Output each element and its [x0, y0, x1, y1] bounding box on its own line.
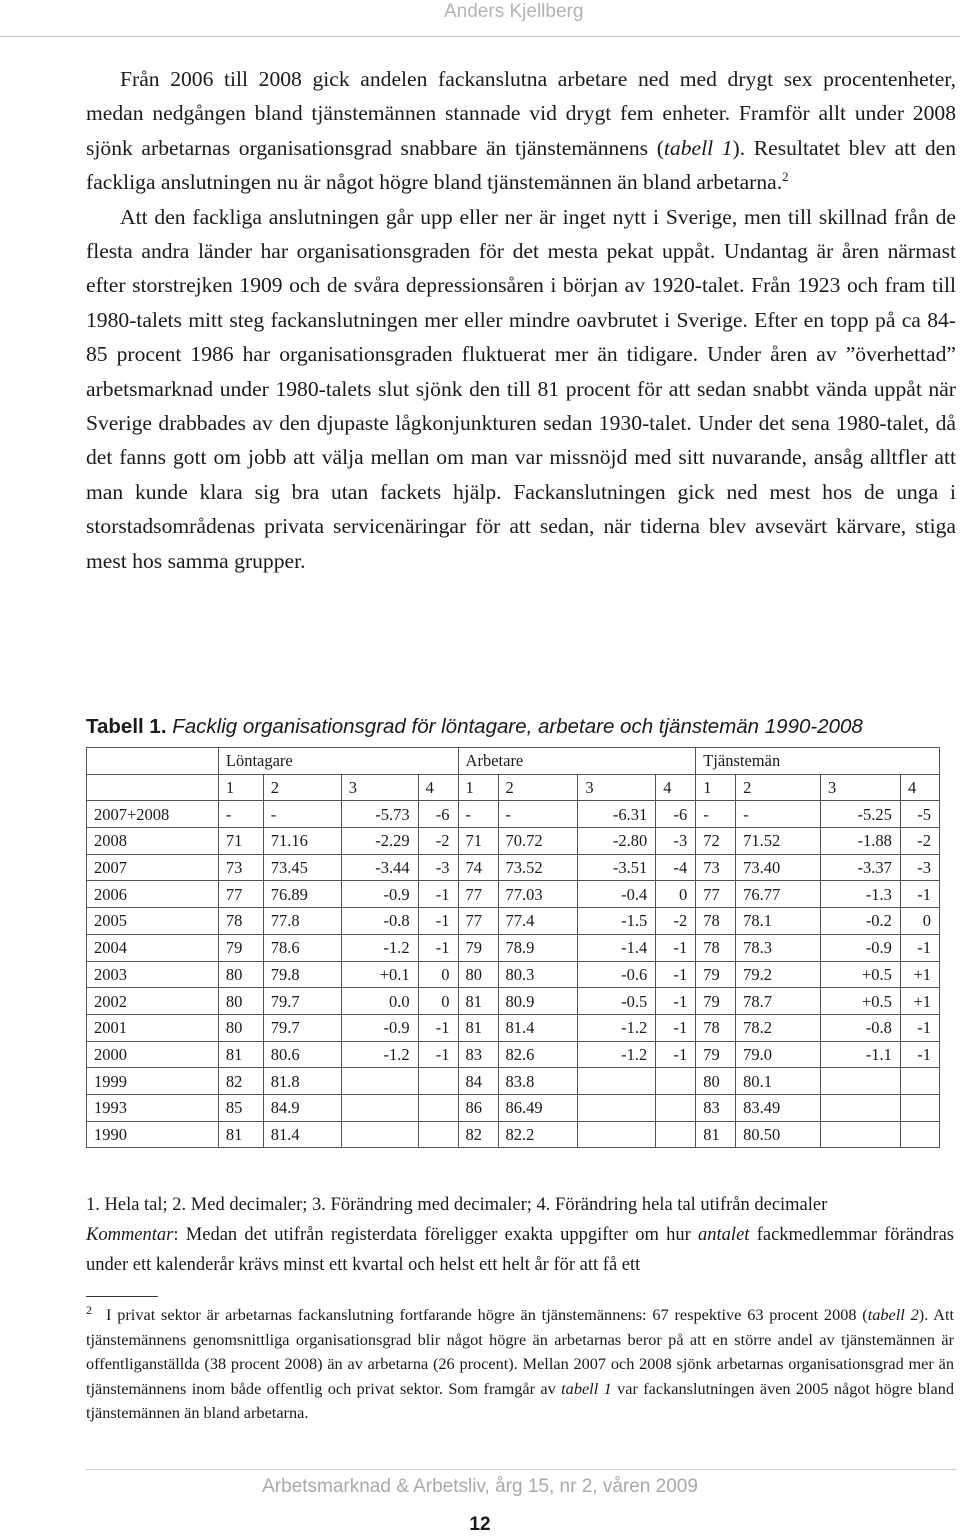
- table-cell: 80.3: [498, 961, 578, 988]
- journal-citation: Arbetsmarknad & Arbetsliv, årg 15, nr 2, våren 2009: [262, 1476, 698, 1497]
- table-cell: 73: [696, 854, 736, 881]
- table-legend: 1. Hela tal; 2. Med decimaler; 3. Förändring med decimaler; 4. Förändring hela tal utifrån decimaler: [86, 1195, 828, 1215]
- table-cell: -3.44: [341, 854, 418, 881]
- table-cell: -1: [900, 1041, 939, 1068]
- table-cell: -1.5: [578, 908, 656, 935]
- table-cell: 73.40: [736, 854, 821, 881]
- table-cell: 79: [218, 934, 263, 961]
- table-cell: +0.5: [821, 961, 901, 988]
- subheader-cell: 4: [900, 774, 939, 801]
- subheader-cell: 2: [498, 774, 578, 801]
- table-cell: 0: [418, 988, 458, 1015]
- table-row: [87, 988, 940, 1015]
- table-cell: -0.5: [578, 988, 656, 1015]
- table-cell: -6: [656, 801, 696, 828]
- table-cell: -1: [656, 961, 696, 988]
- table-cell: 80.9: [498, 988, 578, 1015]
- row-year-cell: 2003: [87, 961, 219, 988]
- table-cell: 80: [218, 1014, 263, 1041]
- table-cell: -0.6: [578, 961, 656, 988]
- table-cell: 0.0: [341, 988, 418, 1015]
- table-cell: -0.9: [341, 881, 418, 908]
- page-number: 12: [469, 1514, 491, 1535]
- table-cell: -3: [900, 854, 939, 881]
- table-cell: 80: [218, 988, 263, 1015]
- table-cell: 78.3: [736, 934, 821, 961]
- table-row: [87, 801, 940, 828]
- table-cell: -: [458, 801, 498, 828]
- table-cell: 71: [218, 828, 263, 855]
- table-cell: -6: [418, 801, 458, 828]
- table-cell: 73.52: [498, 854, 578, 881]
- row-year-cell: 2000: [87, 1041, 219, 1068]
- table-cell: -3.37: [821, 854, 901, 881]
- table-row: [87, 1041, 940, 1068]
- table-cell: -2.80: [578, 828, 656, 855]
- table-cell: 78: [696, 1014, 736, 1041]
- subheader-cell: 2: [736, 774, 821, 801]
- table-cell: -6.31: [578, 801, 656, 828]
- table-cell: 81: [218, 1041, 263, 1068]
- table-cell: [341, 1094, 418, 1121]
- table-cell: 79.0: [736, 1041, 821, 1068]
- table-cell: 81.8: [263, 1068, 341, 1095]
- table-cell: -0.9: [341, 1014, 418, 1041]
- table-cell: -1.3: [821, 881, 901, 908]
- table-cell: 80: [218, 961, 263, 988]
- table-cell: 79.8: [263, 961, 341, 988]
- table-cell: 81: [458, 988, 498, 1015]
- table-cell: [341, 1068, 418, 1095]
- table-cell: 82.6: [498, 1041, 578, 1068]
- body-text: [86, 62, 956, 578]
- table-cell: 79: [696, 988, 736, 1015]
- group-header-lontagare: Löntagare: [218, 748, 458, 775]
- table-cell: +0.5: [821, 988, 901, 1015]
- table-cell: -1: [656, 934, 696, 961]
- table-cell: 84.9: [263, 1094, 341, 1121]
- table-cell: 86.49: [498, 1094, 578, 1121]
- table-subheader-row: [87, 774, 940, 801]
- comment-label: Kommentar: [86, 1225, 174, 1245]
- table-cell: 76.77: [736, 881, 821, 908]
- table-cell: 82: [218, 1068, 263, 1095]
- table-cell: 81: [458, 1014, 498, 1041]
- table-cell: -0.8: [341, 908, 418, 935]
- table-cell: 71.52: [736, 828, 821, 855]
- row-year-cell: 2005: [87, 908, 219, 935]
- table-cell: 70.72: [498, 828, 578, 855]
- table-cell: -1: [418, 908, 458, 935]
- table-cell: 79: [696, 961, 736, 988]
- table-cell: 81: [696, 1121, 736, 1148]
- group-header-tjanstemän: Tjänstemän: [696, 748, 940, 775]
- table-cell: -1.2: [578, 1014, 656, 1041]
- table-cell: [418, 1094, 458, 1121]
- table-cell: -2: [418, 828, 458, 855]
- table-cell: 77: [458, 881, 498, 908]
- table-cell: -: [696, 801, 736, 828]
- table-cell: -1: [656, 988, 696, 1015]
- table-reference: tabell 1: [561, 1378, 612, 1398]
- table-cell: 78.9: [498, 934, 578, 961]
- table-cell: 76.89: [263, 881, 341, 908]
- table-caption-title: Facklig organisationsgrad för löntagare, arbetare och tjänstemän 1990-2008: [172, 715, 863, 738]
- table-cell: 0: [900, 908, 939, 935]
- table-cell: [418, 1121, 458, 1148]
- row-year-cell: 2002: [87, 988, 219, 1015]
- table-cell: 77: [696, 881, 736, 908]
- table-cell: -1.2: [341, 934, 418, 961]
- table-cell: -: [498, 801, 578, 828]
- table-cell: 83: [696, 1094, 736, 1121]
- table-cell: 77: [218, 881, 263, 908]
- table-cell: [341, 1121, 418, 1148]
- subheader-cell: 3: [341, 774, 418, 801]
- paragraph-1: Från 2006 till 2008 gick andelen fackanslutna arbetare ned med drygt sex procentenheter, medan nedgången bland tjänstemännen stannade vid drygt fem enheter. Framför allt under 2008 sjönk arbetarnas organisationsgrad snabbare än tjänstemännens (tabell 1). Resultatet blev att den fackliga anslutningen nu är något högre bland tjänstemännen än bland arbetarna.$^2$: [86, 67, 956, 195]
- table-cell: -: [218, 801, 263, 828]
- table-row: [87, 934, 940, 961]
- footnote-reference[interactable]: 2: [782, 169, 789, 185]
- table-cell: [656, 1094, 696, 1121]
- table-cell: [900, 1068, 939, 1095]
- table-cell: -4: [656, 854, 696, 881]
- table-cell: 83.8: [498, 1068, 578, 1095]
- table-cell: -5.73: [341, 801, 418, 828]
- table-cell: [578, 1068, 656, 1095]
- table-corner-cell: [87, 774, 219, 801]
- table-cell: -5.25: [821, 801, 901, 828]
- table-cell: -: [736, 801, 821, 828]
- row-year-cell: 1990: [87, 1121, 219, 1148]
- table-cell: -1.2: [341, 1041, 418, 1068]
- table-cell: 79.7: [263, 1014, 341, 1041]
- table-cell: 71: [458, 828, 498, 855]
- table-cell: 79: [458, 934, 498, 961]
- row-year-cell: 2006: [87, 881, 219, 908]
- table-cell: [821, 1068, 901, 1095]
- table-cell: 77.4: [498, 908, 578, 935]
- table-cell: 77: [458, 908, 498, 935]
- subheader-cell: 3: [821, 774, 901, 801]
- table-cell: -5: [900, 801, 939, 828]
- table-cell: -2.29: [341, 828, 418, 855]
- table-cell: -2: [656, 908, 696, 935]
- subheader-cell: 2: [263, 774, 341, 801]
- table-cell: 79.2: [736, 961, 821, 988]
- group-header-arbetare: Arbetare: [458, 748, 696, 775]
- table-cell: +1: [900, 988, 939, 1015]
- table-cell: 71.16: [263, 828, 341, 855]
- table-cell: 73: [218, 854, 263, 881]
- table-cell: +0.1: [341, 961, 418, 988]
- table-cell: 80: [458, 961, 498, 988]
- table-cell: 82: [458, 1121, 498, 1148]
- row-year-cell: 2008: [87, 828, 219, 855]
- running-header-author: Anders Kjellberg: [444, 1, 584, 22]
- table-cell: -1: [418, 881, 458, 908]
- table-cell: 78: [218, 908, 263, 935]
- table-cell: -3.51: [578, 854, 656, 881]
- table-row: [87, 1068, 940, 1095]
- table-corner-cell: [87, 748, 219, 775]
- table-row: [87, 908, 940, 935]
- table-cell: -2: [900, 828, 939, 855]
- table-cell: -1: [418, 1041, 458, 1068]
- table-cell: 77.8: [263, 908, 341, 935]
- table-cell: -3: [656, 828, 696, 855]
- table-cell: 84: [458, 1068, 498, 1095]
- row-year-cell: 2004: [87, 934, 219, 961]
- table-cell: 80.1: [736, 1068, 821, 1095]
- row-year-cell: 2007+2008: [87, 801, 219, 828]
- table-cell: 80.50: [736, 1121, 821, 1148]
- table-cell: -1.88: [821, 828, 901, 855]
- table-reference: tabell 1: [663, 135, 733, 160]
- table-cell: 73.45: [263, 854, 341, 881]
- table-cell: 78: [696, 934, 736, 961]
- row-year-cell: 1993: [87, 1094, 219, 1121]
- table-cell: 85: [218, 1094, 263, 1121]
- table-cell: 80: [696, 1068, 736, 1095]
- table-body: [87, 801, 940, 1148]
- table-comment: Kommentar: Medan det utifrån registerdata föreligger exakta uppgifter om hur antalet fackmedlemmar förändras under ett kalenderår krävs minst ett kvartal och helst ett helt år för att få ett: [86, 1225, 955, 1275]
- table-row: [87, 1121, 940, 1148]
- table-cell: [418, 1068, 458, 1095]
- table-row: [87, 1094, 940, 1121]
- table-cell: 80.6: [263, 1041, 341, 1068]
- table-notes: [86, 1190, 954, 1280]
- subheader-cell: 1: [218, 774, 263, 801]
- table-cell: 72: [696, 828, 736, 855]
- table-cell: 81.4: [263, 1121, 341, 1148]
- table-cell: [900, 1094, 939, 1121]
- table-cell: 0: [656, 881, 696, 908]
- subheader-cell: 4: [418, 774, 458, 801]
- table-cell: [821, 1121, 901, 1148]
- table-cell: +1: [900, 961, 939, 988]
- table-cell: [578, 1121, 656, 1148]
- table-cell: [656, 1121, 696, 1148]
- table-group-header-row: [87, 748, 940, 775]
- table-cell: -3: [418, 854, 458, 881]
- table-cell: 78.7: [736, 988, 821, 1015]
- footnote-2: $^2$ I privat sektor är arbetarnas fackanslutning fortfarande högre än tjänstemännens: 67 respektive 63 procent 2008 (tabell 2). Att tjänstemännens genomsnittliga organisationsgrad blir något högre än arbetarnas beror på att en större andel av tjänstemännen är offentliganställda (38 procent 2008) än av arbetarna (26 procent). Mellan 2007 och 2008 sjönk arbetarnas organisationsgrad mer än tjänstemännens inom både offentlig och privat sektor. Som framgår av tabell 1 var fackanslutningen även 2005 något högre bland tjänstemännen än bland arbetarna.: [86, 1302, 954, 1423]
- table-row: [87, 828, 940, 855]
- table-cell: 81.4: [498, 1014, 578, 1041]
- table-cell: 82.2: [498, 1121, 578, 1148]
- table-caption-label: Tabell 1.: [86, 715, 167, 738]
- table-row: [87, 961, 940, 988]
- table-cell: -0.9: [821, 934, 901, 961]
- table-reference: tabell 2: [867, 1305, 919, 1324]
- table-cell: -1: [900, 881, 939, 908]
- running-header: [0, 0, 960, 37]
- table-cell: 78.6: [263, 934, 341, 961]
- row-year-cell: 2001: [87, 1014, 219, 1041]
- table-cell: 86: [458, 1094, 498, 1121]
- table-cell: -: [263, 801, 341, 828]
- table-cell: 83: [458, 1041, 498, 1068]
- table-cell: -1: [418, 1014, 458, 1041]
- footer-divider: [86, 1469, 956, 1470]
- table-row: [87, 854, 940, 881]
- table-row: [87, 1014, 940, 1041]
- table-cell: 78: [696, 908, 736, 935]
- table-cell: -1: [900, 1014, 939, 1041]
- table-cell: -0.4: [578, 881, 656, 908]
- paragraph-2: Att den fackliga anslutningen går upp eller ner är inget nytt i Sverige, men till skillnad från de flesta andra länder har organisationsgraden för det mesta pekat uppåt. Undantag är åren närmast efter storstrejken 1909 och de svåra depressionsåren i början av 1920-talet. Från 1923 och fram till 1980-talets mitt steg fackanslutningen mer eller mindre oavbrutet i Sverige. Efter en topp på ca 84-85 procent 1986 har organisationsgraden fluktuerat mer än tidigare. Under åren av ”överhettad” arbetsmarknad under 1980-talets slut sjönk den till 81 procent för att sedan snabbt vända uppåt när Sverige drabbades av den djupaste lågkonjunkturen sedan 1930-talet. Under det sena 1980-talet, då det fanns gott om jobb att välja mellan om man var missnöjd med sitt nuvarande, ansåg alltfler att man kunde klara sig bra utan fackets hjälp. Fackanslutningen gick ned mest hos de unga i storstadsområdenas privata servicenäringar för att sedan, när tiderna blev avsevärt kärvare, stiga mest hos samma grupper.: [86, 204, 956, 573]
- table-cell: -1: [900, 934, 939, 961]
- table-cell: -0.8: [821, 1014, 901, 1041]
- table-cell: 0: [418, 961, 458, 988]
- table-cell: -1.4: [578, 934, 656, 961]
- subheader-cell: 1: [458, 774, 498, 801]
- row-year-cell: 1999: [87, 1068, 219, 1095]
- table-caption: [86, 712, 956, 742]
- table-cell: 79: [696, 1041, 736, 1068]
- table-cell: [578, 1094, 656, 1121]
- table-cell: -1: [656, 1014, 696, 1041]
- table-cell: 81: [218, 1121, 263, 1148]
- table-cell: 78.2: [736, 1014, 821, 1041]
- table-cell: [821, 1094, 901, 1121]
- footnote-mark: 2: [86, 1302, 92, 1317]
- table-cell: 74: [458, 854, 498, 881]
- table-cell: 78.1: [736, 908, 821, 935]
- table-cell: -1.2: [578, 1041, 656, 1068]
- table-cell: 77.03: [498, 881, 578, 908]
- table-cell: 83.49: [736, 1094, 821, 1121]
- subheader-cell: 4: [656, 774, 696, 801]
- table-cell: [656, 1068, 696, 1095]
- footnote-divider: [86, 1296, 158, 1297]
- subheader-cell: 1: [696, 774, 736, 801]
- organisation-rate-table: [86, 747, 940, 1148]
- subheader-cell: 3: [578, 774, 656, 801]
- table-row: [87, 881, 940, 908]
- table-cell: -1: [418, 934, 458, 961]
- table-cell: [900, 1121, 939, 1148]
- table-cell: -0.2: [821, 908, 901, 935]
- table-cell: 79.7: [263, 988, 341, 1015]
- table-cell: -1: [656, 1041, 696, 1068]
- table-cell: -1.1: [821, 1041, 901, 1068]
- row-year-cell: 2007: [87, 854, 219, 881]
